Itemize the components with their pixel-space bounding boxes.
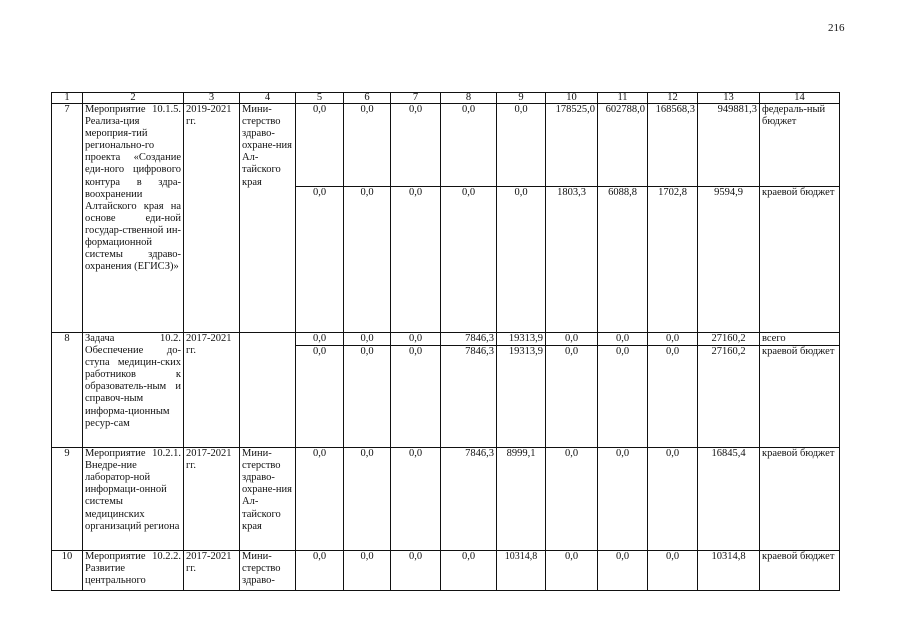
value-cell: 0,0 — [391, 333, 441, 346]
header-cell: 8 — [441, 93, 497, 104]
period-cell: 2017-2021 гг. — [184, 551, 240, 591]
value-cell: 168568,3 — [648, 104, 698, 187]
row-number: 10 — [52, 551, 83, 591]
header-cell: 9 — [497, 93, 546, 104]
value-cell: 0,0 — [344, 333, 391, 346]
value-cell: 1803,3 — [546, 187, 598, 333]
funding-source: всего — [760, 333, 840, 346]
total-cell: 9594,9 — [698, 187, 760, 333]
value-cell: 0,0 — [546, 346, 598, 448]
table-row — [52, 448, 840, 551]
value-cell: 0,0 — [296, 346, 344, 448]
value-cell: 178525,0 — [546, 104, 598, 187]
header-cell: 2 — [83, 93, 184, 104]
value-cell: 0,0 — [546, 551, 598, 591]
header-cell: 7 — [391, 93, 441, 104]
executor-cell-empty — [240, 333, 296, 448]
value-cell: 0,0 — [648, 448, 698, 551]
value-cell: 0,0 — [296, 448, 344, 551]
header-cell: 5 — [296, 93, 344, 104]
value-cell: 0,0 — [344, 551, 391, 591]
table-row — [52, 333, 840, 346]
total-cell: 27160,2 — [698, 346, 760, 448]
activity-name: Мероприятие 10.2.2. Развитие центрального — [83, 551, 184, 591]
executor-cell: Мини-стерство здраво- — [240, 551, 296, 591]
header-cell: 14 — [760, 93, 840, 104]
value-cell: 0,0 — [344, 448, 391, 551]
period-cell: 2019-2021 гг. — [184, 104, 240, 333]
period-cell: 2017-2021 гг. — [184, 333, 240, 448]
executor-cell: Мини-стерство здраво-охране-ния Ал-тайского края — [240, 448, 296, 551]
total-cell: 10314,8 — [698, 551, 760, 591]
value-cell: 0,0 — [441, 551, 497, 591]
header-cell: 11 — [598, 93, 648, 104]
period-cell: 2017-2021 гг. — [184, 448, 240, 551]
value-cell: 10314,8 — [497, 551, 546, 591]
header-cell: 4 — [240, 93, 296, 104]
row-number: 7 — [52, 104, 83, 333]
value-cell: 0,0 — [648, 551, 698, 591]
header-cell: 6 — [344, 93, 391, 104]
value-cell: 0,0 — [546, 448, 598, 551]
funding-source: краевой бюджет — [760, 551, 840, 591]
activity-name: Мероприятие 10.2.1. Внедре-ние лаборатор-ной информаци-онной системы медицинских организаций региона — [83, 448, 184, 551]
value-cell: 8999,1 — [497, 448, 546, 551]
value-cell: 0,0 — [344, 104, 391, 187]
value-cell: 0,0 — [391, 551, 441, 591]
value-cell: 0,0 — [391, 346, 441, 448]
value-cell: 0,0 — [598, 333, 648, 346]
value-cell: 0,0 — [344, 346, 391, 448]
value-cell: 0,0 — [391, 187, 441, 333]
value-cell: 0,0 — [598, 448, 648, 551]
total-cell: 16845,4 — [698, 448, 760, 551]
value-cell: 0,0 — [344, 187, 391, 333]
value-cell: 0,0 — [391, 448, 441, 551]
value-cell: 19313,9 — [497, 333, 546, 346]
value-cell: 0,0 — [441, 104, 497, 187]
funding-source: федераль-ный бюджет — [760, 104, 840, 187]
activity-name: Задача 10.2. Обеспечение до-ступа медицин-ских работников к образователь-ным и справоч-ным информа-ционным ресур-сам — [83, 333, 184, 448]
funding-source: краевой бюджет — [760, 187, 840, 333]
header-cell: 1 — [52, 93, 83, 104]
value-cell: 0,0 — [296, 104, 344, 187]
value-cell: 7846,3 — [441, 346, 497, 448]
value-cell: 0,0 — [441, 187, 497, 333]
value-cell: 0,0 — [497, 104, 546, 187]
row-number: 8 — [52, 333, 83, 448]
value-cell: 0,0 — [598, 551, 648, 591]
total-cell: 27160,2 — [698, 333, 760, 346]
funding-source: краевой бюджет — [760, 448, 840, 551]
value-cell: 7846,3 — [441, 448, 497, 551]
executor-cell: Мини-стерство здраво-охране-ния Ал-тайского края — [240, 104, 296, 333]
budget-table — [51, 92, 840, 591]
value-cell: 7846,3 — [441, 333, 497, 346]
funding-source: краевой бюджет — [760, 346, 840, 448]
activity-name: Мероприятие 10.1.5. Реализа-ция мероприя-тий регионально-го проекта «Создание еди-ного цифрового контура в здра-воохранении Алтайского края на основе еди-ной государ-ственной ин-формационной системы здраво-охранения (ЕГИСЗ)» — [83, 104, 184, 333]
value-cell: 6088,8 — [598, 187, 648, 333]
value-cell: 0,0 — [296, 551, 344, 591]
value-cell: 0,0 — [296, 187, 344, 333]
value-cell: 1702,8 — [648, 187, 698, 333]
total-cell: 949881,3 — [698, 104, 760, 187]
value-cell: 0,0 — [648, 346, 698, 448]
table-header-row — [52, 93, 840, 104]
table-row — [52, 551, 840, 591]
header-cell: 13 — [698, 93, 760, 104]
value-cell: 19313,9 — [497, 346, 546, 448]
table-row — [52, 104, 840, 187]
value-cell: 602788,0 — [598, 104, 648, 187]
value-cell: 0,0 — [546, 333, 598, 346]
value-cell: 0,0 — [296, 333, 344, 346]
value-cell: 0,0 — [598, 346, 648, 448]
header-cell: 10 — [546, 93, 598, 104]
row-number: 9 — [52, 448, 83, 551]
value-cell: 0,0 — [497, 187, 546, 333]
header-cell: 3 — [184, 93, 240, 104]
header-cell: 12 — [648, 93, 698, 104]
value-cell: 0,0 — [391, 104, 441, 187]
page-number: 216 — [828, 22, 845, 34]
value-cell: 0,0 — [648, 333, 698, 346]
